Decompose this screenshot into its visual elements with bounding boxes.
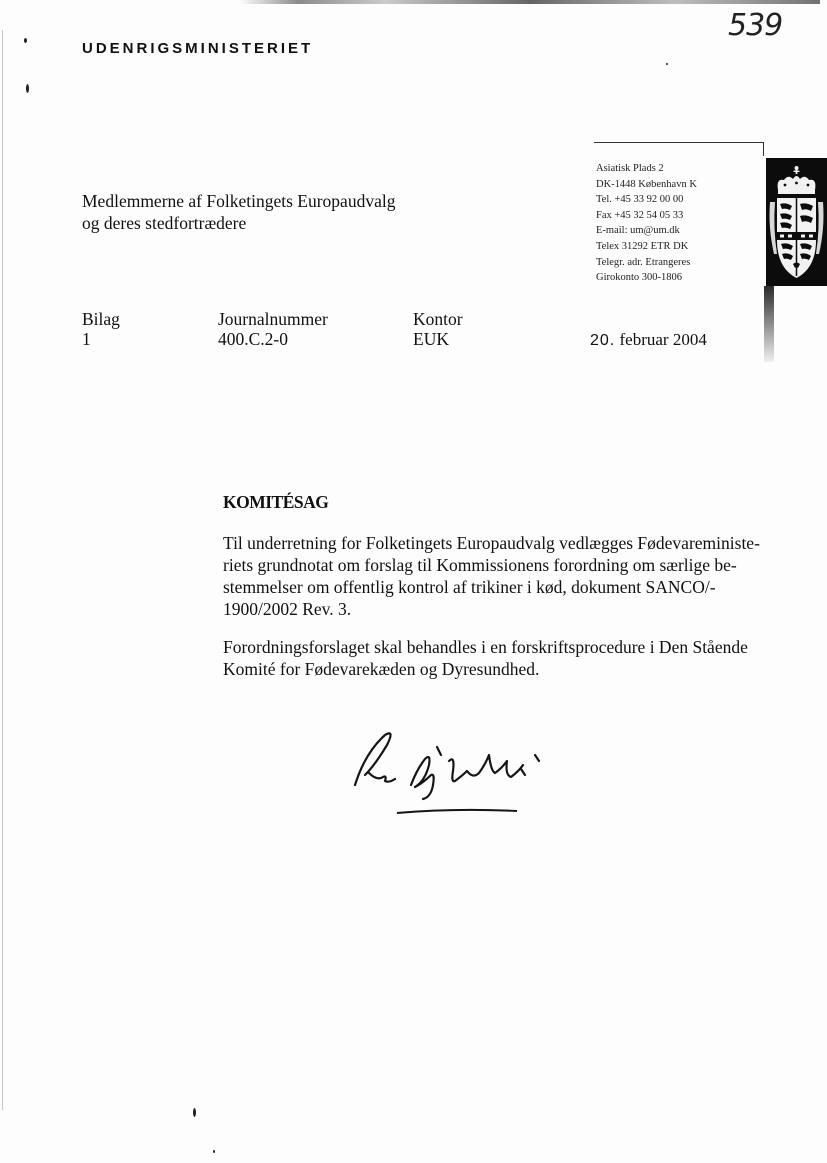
address-divider [594, 142, 764, 143]
body-line: Komité for Fødevarekæden og Dyresundhed. [223, 659, 540, 679]
recipient-line: og deres stedfortrædere [82, 213, 247, 233]
address-city: DK-1448 København K [596, 178, 697, 190]
address-fax: Fax +45 32 54 05 33 [596, 209, 684, 221]
scan-shadow [764, 286, 774, 362]
handwritten-page-number: 539 [728, 8, 783, 43]
address-telex: Telex 31292 ETR DK [596, 240, 689, 252]
address-block [596, 161, 697, 286]
body-paragraph [223, 532, 763, 620]
scan-speck [193, 1108, 196, 1117]
date-day: 20. [590, 332, 616, 349]
kontor-label: Kontor [413, 309, 463, 329]
body-paragraph [223, 636, 763, 680]
subject-heading: KOMITÉSAG [223, 492, 329, 512]
address-email: E-mail: um@um.dk [596, 225, 680, 237]
letter-date [590, 330, 707, 350]
body-line: riets grundnotat om forslag til Kommissionens forordning om særlige be- [223, 555, 737, 575]
recipient-block [82, 190, 395, 234]
scan-speck [24, 38, 27, 43]
address-telegram: Telegr. adr. Etrangeres [596, 256, 691, 268]
crest-band [766, 158, 827, 286]
body-line: 1900/2002 Rev. 3. [223, 599, 352, 619]
handwritten-signature [345, 725, 575, 825]
body-line: Til underretning for Folketingets Europaudvalg vedlægges Fødevareministe- [223, 533, 760, 553]
address-divider-tick [763, 142, 764, 156]
scan-edge-left [2, 30, 3, 1110]
kontor-value: EUK [413, 329, 449, 349]
journal-label: Journalnummer [218, 309, 328, 329]
journal-value: 400.C.2-0 [218, 329, 288, 349]
scan-speck [666, 63, 668, 65]
ministry-name: UDENRIGSMINISTERIET [82, 40, 314, 57]
address-phone: Tel. +45 33 92 00 00 [596, 194, 684, 206]
bilag-value: 1 [82, 329, 91, 349]
bilag-label: Bilag [82, 309, 120, 329]
scan-speck [26, 84, 29, 93]
body-line: Forordningsforslaget skal behandles i en forskriftsprocedure i Den Stående [223, 637, 748, 657]
address-street: Asiatisk Plads 2 [596, 163, 664, 174]
address-giro: Girokonto 300-1806 [596, 272, 683, 284]
body-line: stemmelser om offentlig kontrol af trikiner i kød, dokument SANCO/- [223, 577, 716, 597]
recipient-line: Medlemmerne af Folketingets Europaudvalg [82, 191, 396, 211]
scan-speck [213, 1150, 215, 1153]
scan-edge-top [240, 0, 820, 4]
royal-coat-of-arms-icon [766, 158, 827, 286]
date-month-year: februar 2004 [619, 330, 707, 349]
